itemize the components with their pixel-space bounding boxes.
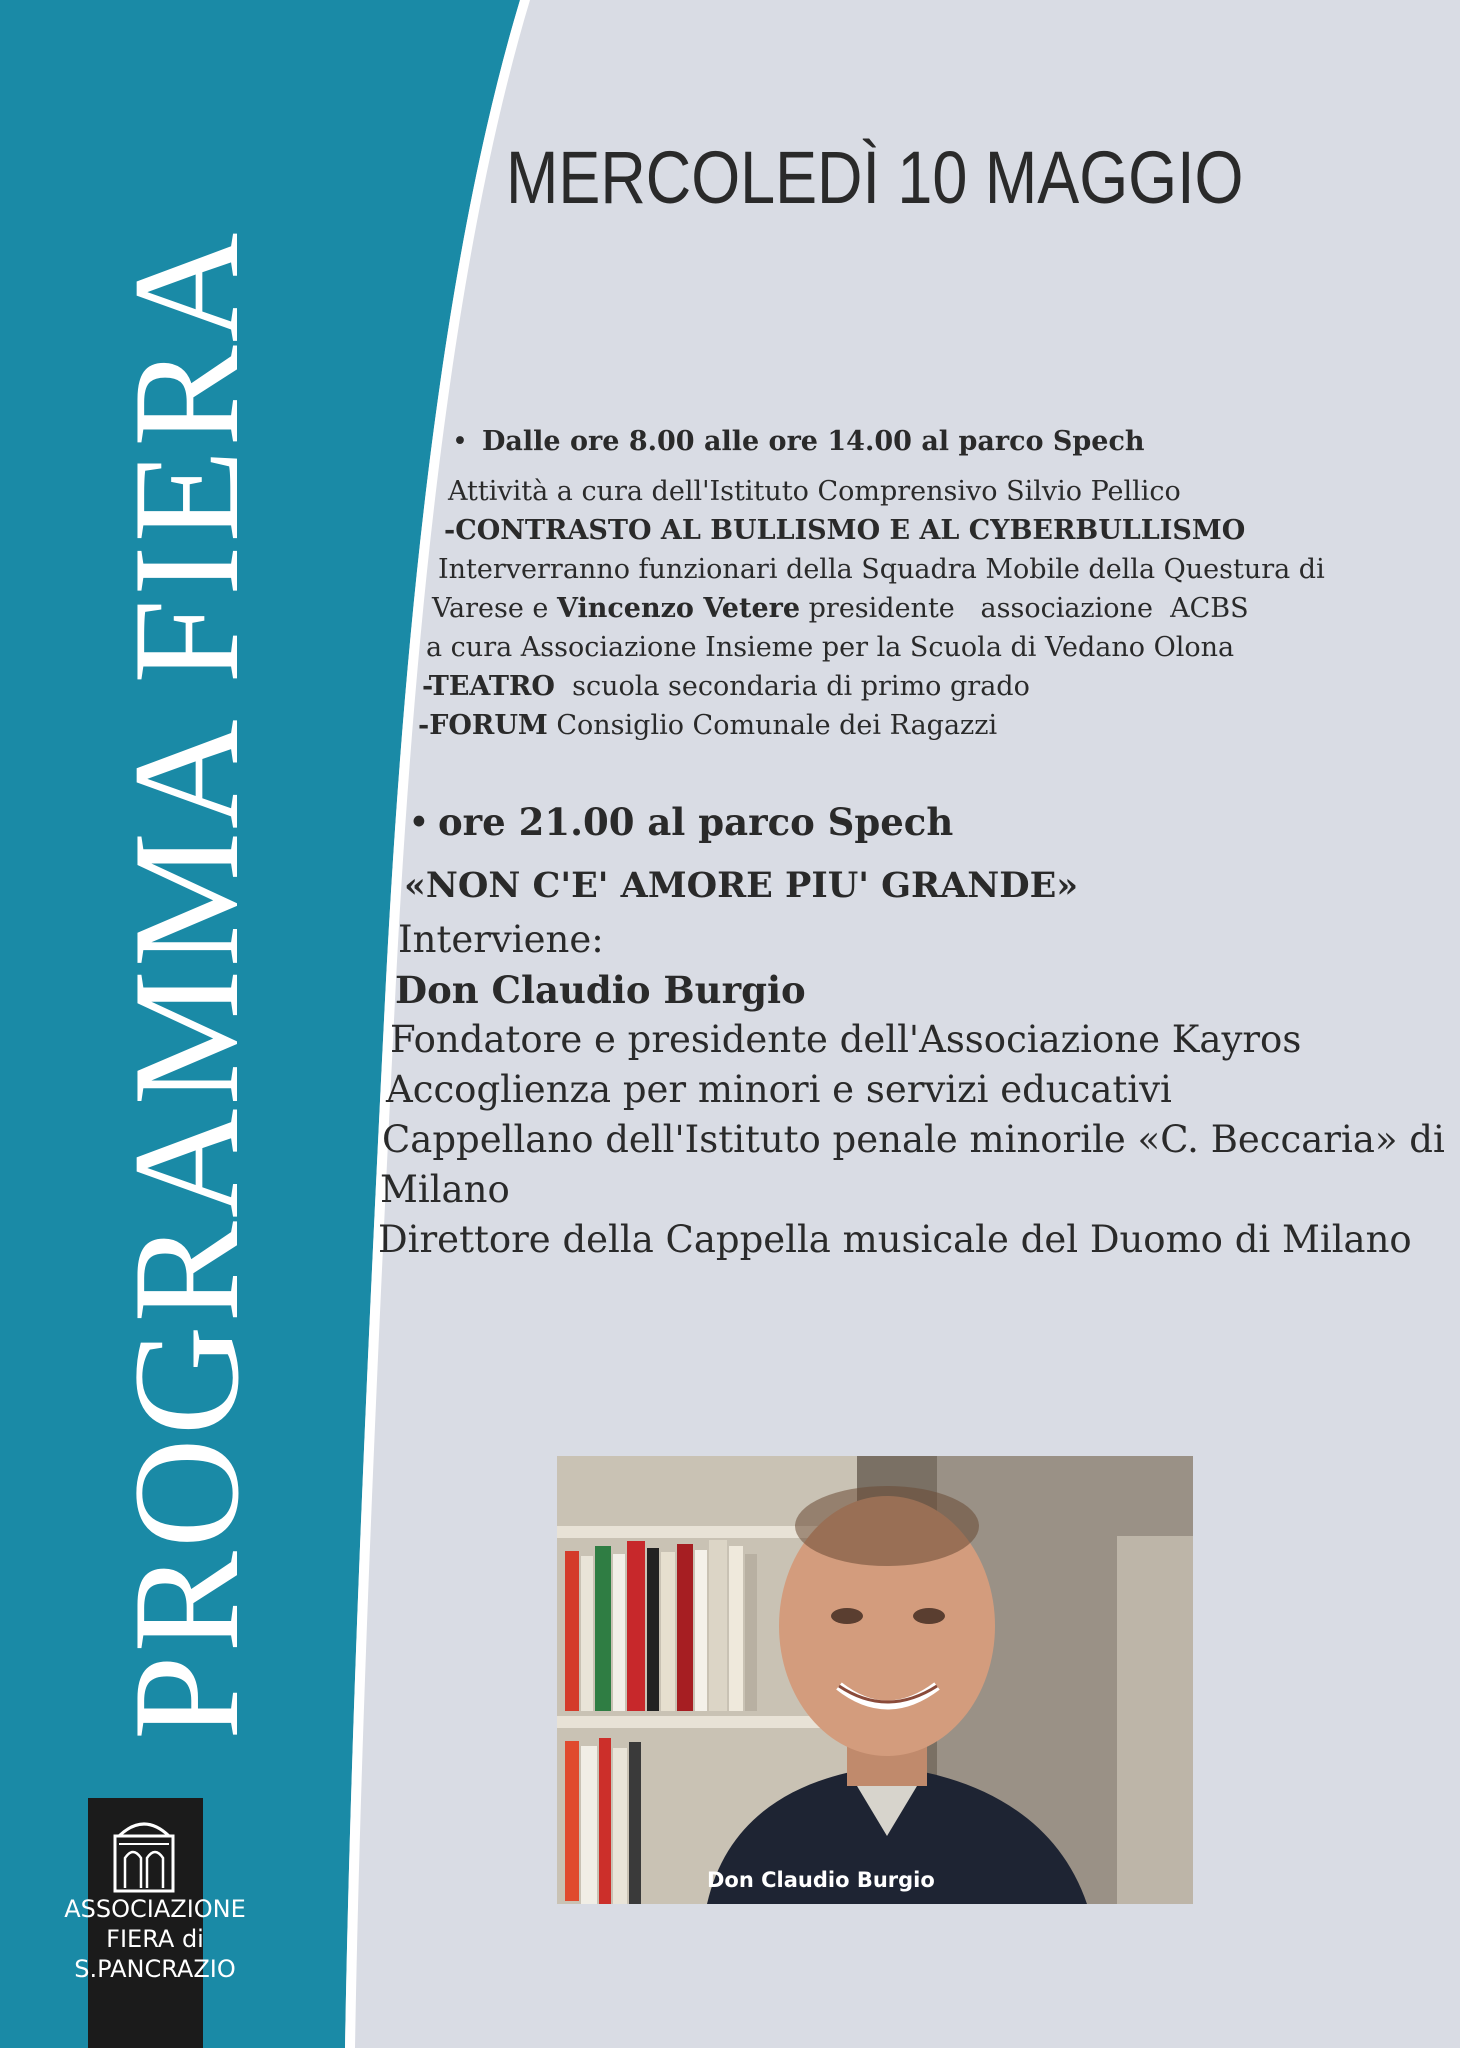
morning-line-2	[444, 515, 1245, 546]
evening-title	[404, 865, 1078, 906]
morning-line-4c: presidente associazione ACBS	[800, 593, 1249, 624]
evening-line-1: Interviene:	[398, 918, 604, 961]
morning-line-5: a cura Associazione Insieme per la Scuola di Vedano Olona	[426, 632, 1235, 663]
photo-caption: Don Claudio Burgio	[707, 1868, 935, 1892]
evening-title-text: «NON C'E' AMORE PIU' GRANDE»	[404, 865, 1079, 906]
morning-line-4a: Varese e	[432, 593, 557, 624]
morning-line-7	[418, 710, 997, 741]
speaker-photo	[557, 1456, 1193, 1904]
logo-line-1: ASSOCIAZIONE	[64, 1895, 246, 1923]
morning-line-6b: scuola secondaria di primo grado	[554, 671, 1030, 702]
logo-line-3: S.PANCRAZIO	[74, 1955, 236, 1983]
evening-line-2: Fondatore e presidente dell'Associazione Kayros	[390, 1018, 1302, 1061]
morning-line-7b: Consiglio Comunale dei Ragazzi	[547, 710, 998, 741]
evening-line-4: Cappellano dell'Istituto penale minorile «C. Beccaria» di	[382, 1118, 1445, 1161]
speaker-name	[395, 968, 806, 1012]
vertical-title: PROGRAMMA FIERA	[102, 229, 270, 1740]
evening-line-6: Direttore della Cappella musicale del Duomo di Milano	[378, 1218, 1412, 1261]
morning-line-1: Attività a cura dell'Istituto Comprensivo Silvio Pellico	[448, 476, 1181, 507]
morning-line-6	[422, 671, 1030, 702]
photo-illustration	[557, 1456, 1193, 1904]
logo-text	[40, 1894, 270, 1984]
evening-line-3: Accoglienza per minori e servizi educativi	[386, 1068, 1172, 1111]
morning-line-2-text: -CONTRASTO AL BULLISMO E AL CYBERBULLISMO	[444, 515, 1246, 546]
logo-line-2: FIERA di	[106, 1925, 204, 1953]
morning-heading-text: Dalle ore 8.00 alle ore 14.00 al parco Spech	[482, 426, 1145, 457]
evening-heading-text: ore 21.00 al parco Spech	[438, 800, 954, 844]
morning-line-4	[432, 593, 1249, 624]
morning-heading	[452, 426, 1145, 457]
speaker-name-text: Don Claudio Burgio	[395, 968, 806, 1012]
bullet-icon: •	[408, 801, 430, 844]
morning-line-3: Interverranno funzionari della Squadra Mobile della Questura di	[438, 554, 1325, 585]
evening-heading	[408, 800, 953, 844]
morning-line-4b: Vincenzo Vetere	[556, 593, 801, 624]
bullet-icon: •	[452, 426, 468, 457]
page-title: MERCOLEDÌ 10 MAGGIO	[506, 136, 1244, 219]
morning-line-6a: -TEATRO	[422, 671, 555, 702]
morning-line-7a: -FORUM	[418, 710, 548, 741]
arch-building-icon	[113, 1814, 175, 1894]
evening-line-5: Milano	[380, 1168, 510, 1211]
